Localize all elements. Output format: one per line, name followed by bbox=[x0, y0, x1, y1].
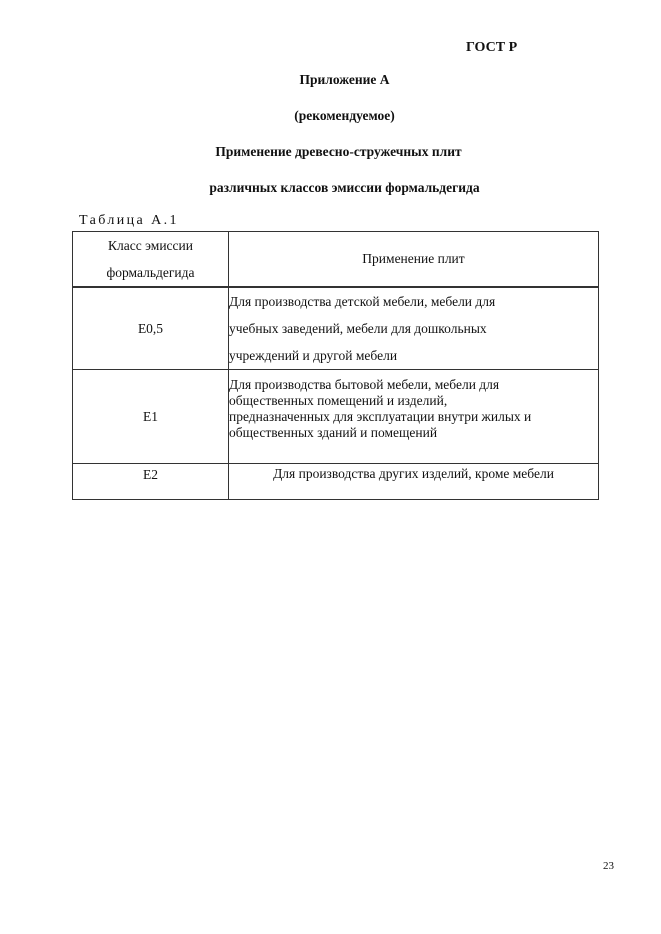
application-line: общественных зданий и помещений bbox=[229, 425, 438, 440]
header-emission-class bbox=[73, 232, 229, 288]
header-class-line1: Класс эмиссии bbox=[108, 238, 193, 253]
application-line: Для производства других изделий, кроме мебели bbox=[273, 466, 554, 481]
standard-code: ГОСТ Р bbox=[466, 40, 518, 55]
annex-title: Приложение А bbox=[299, 72, 390, 87]
emission-class-table bbox=[72, 231, 599, 500]
header-class-line2: формальдегида bbox=[106, 265, 195, 280]
table-header-row bbox=[73, 232, 599, 288]
emission-class-cell: Е1 bbox=[73, 370, 229, 464]
page-number: 23 bbox=[603, 860, 614, 872]
table-row bbox=[73, 287, 599, 370]
emission-class-cell: Е0,5 bbox=[73, 287, 229, 370]
header-application: Применение плит bbox=[229, 232, 599, 288]
application-cell bbox=[229, 287, 599, 370]
application-line: Для производства бытовой мебели, мебели для bbox=[229, 377, 500, 392]
application-line: общественных помещений и изделий, bbox=[229, 393, 448, 408]
application-cell bbox=[229, 464, 599, 500]
table-label: Таблица А.1 bbox=[79, 213, 179, 228]
application-line: предназначенных для эксплуатации внутри жилых и bbox=[229, 409, 532, 424]
application-line: учебных заведений, мебели для дошкольных bbox=[229, 321, 487, 336]
application-line: Для производства детской мебели, мебели для bbox=[229, 294, 496, 309]
emission-class-cell: Е2 bbox=[73, 464, 229, 500]
annex-kind: (рекомендуемое) bbox=[294, 108, 395, 123]
annex-heading-line2: различных классов эмиссии формальдегида bbox=[209, 180, 480, 195]
table-row bbox=[73, 464, 599, 500]
application-line: учреждений и другой мебели bbox=[229, 348, 398, 363]
application-cell bbox=[229, 370, 599, 464]
table-row bbox=[73, 370, 599, 464]
annex-heading-line1: Применение древесно-стружечных плит bbox=[215, 144, 462, 159]
